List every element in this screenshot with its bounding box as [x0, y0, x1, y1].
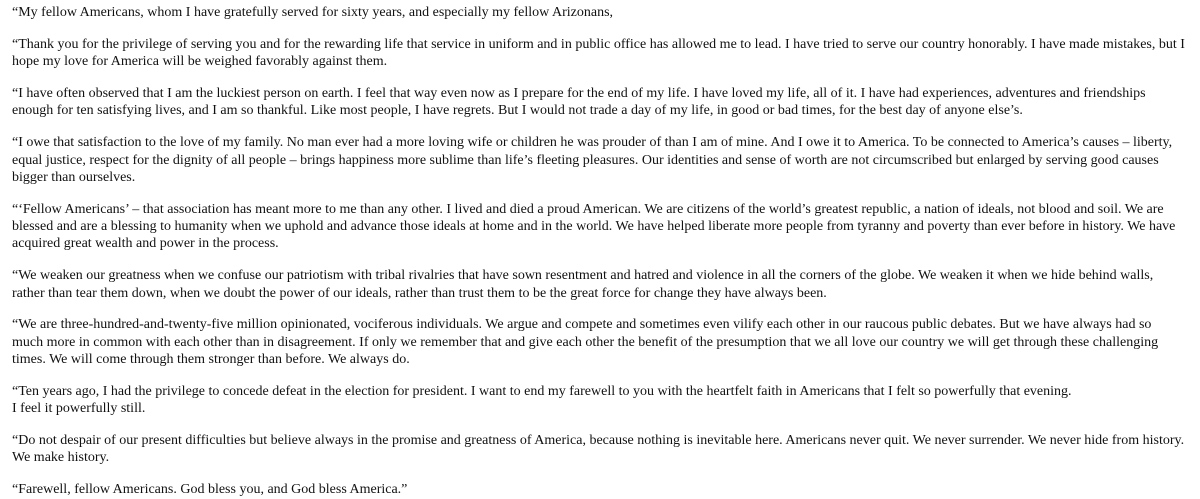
- paragraph-thanks: “Thank you for the privilege of serving you and for the rewarding life that service in uniform and in public office has allowed me to lead. I have tried to serve our country honorably. I have made mistakes, but I hope my love for America will be weighed favorably against them.: [12, 36, 1185, 70]
- paragraph-farewell: “Farewell, fellow Americans. God bless you, and God bless America.”: [12, 482, 408, 498]
- paragraph-individuals: “We are three-hundred-and-twenty-five million opinionated, vociferous individuals. We argue and compete and sometimes even vilify each other in our raucous public debates. But we have always had so much more in common with each other than in disagreement. If only we remember that and give each other the benefit of the presumption that we all love our country we will get through these challenging times. We will come through them stronger than before. We always do.: [12, 317, 1159, 368]
- paragraph-luckiest: “I have often observed that I am the luckiest person on earth. I feel that way even now as I prepare for the end of my life. I have loved my life, all of it. I have had experiences, adventures and friendships enough for ten satisfying lives, and I am so thankful. Like most people, I have regrets. But I would not trade a day of my life, in good or bad times, for the best day of anyone else’s.: [12, 86, 1146, 119]
- paragraph-family: “I owe that satisfaction to the love of my family. No man ever had a more loving wife or children he was prouder of than I am of mine. And I owe it to America. To be connected to America’s causes – liberty, equal justice, respect for the dignity of all people – brings happiness more sublime than life’s fleeting pleasures. Our identities and sense of worth are not circumscribed but enlarged by serving good causes bigger than ourselves.: [12, 135, 1173, 185]
- paragraph-election: “Ten years ago, I had the privilege to concede defeat in the election for president. I want to end my farewell to you with the heartfelt faith in Americans that I felt so powerfully that evening. I feel it powerfully still.: [12, 383, 1072, 417]
- paragraph-despair: “Do not despair of our present difficulties but believe always in the promise and greatness of America, because nothing is inevitable here. Americans never quit. We never surrender. We never hide from history. We make history.: [12, 433, 1185, 466]
- paragraph-fellow-americans: “‘Fellow Americans’ – that association has meant more to me than any other. I lived and died a proud American. We are citizens of the world’s greatest republic, a nation of ideals, not blood and soil. We are blessed and are a blessing to humanity when we uphold and advance those ideals at home and in the world. We have helped liberate more people from tyranny and poverty than ever before in history. We have acquired great wealth and power in the process.: [12, 201, 1176, 252]
- paragraph-greatness: “We weaken our greatness when we confuse our patriotism with tribal rivalries that have sown resentment and hatred and violence in all the corners of the globe. We weaken it when we hide behind walls, rather than tear them down, when we doubt the power of our ideals, rather than trust them to be the great force for change they have always been.: [12, 268, 1154, 301]
- paragraph-salutation: “My fellow Americans, whom I have gratefully served for sixty years, and especially my fellow Arizonans,: [12, 5, 614, 20]
